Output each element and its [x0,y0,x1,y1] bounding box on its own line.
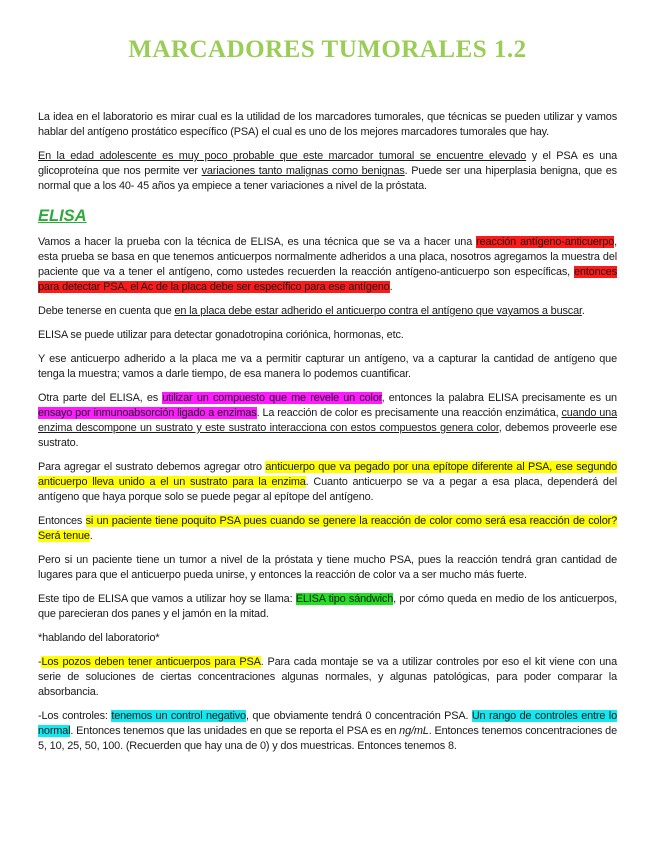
text: , esta prueba se basa en que tenemos anticuerpos normalmente adheridos a una placa, nosotros agregamos la muestra del paciente que va a tener el antígeno, como ustedes recuerden la reacción antígeno-anticuerpo son específicas, [38,236,617,278]
highlighted-text: anticuerpo que va pegado por una epítope diferente al PSA, ese segundo anticuerpo lleva unido a el un sustrato para la enzima [38,461,617,488]
text: . [89,530,93,542]
text: Otra parte del ELISA, es [38,392,163,404]
text: , por cómo queda en medio de los anticuerpos, que parecieran dos panes y el jamón en la mitad. [38,593,618,620]
underlined-text: cuando una enzima descompone un sustrato y este sustrato interacciona con estos compuestos genera color [38,407,617,434]
underlined-text: en la placa debe estar adherido el anticuerpo contra el antígeno que vayamos a buscar [174,305,582,317]
paragraph-uses: ELISA se puede utilizar para detectar gonadotropina coriónica, hormonas, etc. [38,329,404,341]
text: . [389,281,393,293]
text: Debe tenerse en cuenta que [38,305,175,317]
paragraph-low-psa [38,514,617,544]
text: -Los controles: [38,710,112,722]
text: . Cuanto anticuerpo se va a pegar a esa placa, dependerá del antígeno que haya porque solo se puede pegar al epítope del antígeno. [38,476,617,503]
text: , debemos proveerle ese sustrato. [38,422,618,449]
text: - [38,656,42,668]
text: . Puede ser una hiperplasia benigna, que es normal que a los 40- 45 años ya empiece a tener variaciones a nivel de la próstata. [38,165,617,192]
paragraph-high-psa: Pero si un paciente tiene un tumor a nivel de la próstata y tiene mucho PSA, pues la reacción tendrá gran cantidad de lugares para que el anticuerpo pueda unirse, y entonces la reacción de color va a ser mucho más fuerte. [38,554,617,581]
text: , entonces la palabra ELISA precisamente es un [381,392,617,404]
highlighted-text: Los pozos deben tener anticuerpos para PSA [41,656,261,668]
paragraph-plate [38,304,617,319]
highlighted-text: entonces para detectar PSA, el Ac de la placa debe ser específico para ese antígeno [38,266,617,293]
paragraph-capture: Y ese anticuerpo adherido a la placa me va a permitir capturar un antígeno, va a capturar la cantidad de antígeno que tenga la muestra; vamos a darle tiempo, de esa manera lo podemos cuantificar. [38,353,617,380]
text: Para agregar el sustrato debemos agregar otro [38,461,266,473]
highlighted-text: si un paciente tiene poquito PSA pues cuando se genere la reacción de color como será esa reacción de color? Será tenue [38,515,617,542]
highlighted-text: ELISA tipo sándwich [295,593,394,605]
text: . La reacción de color es precisamente una reacción enzimática, [256,407,562,419]
text: . Entonces tenemos concentraciones de 5, 10, 25, 50, 100. (Recuerden que hay una de 0) y dos muestricas. Entonces tenemos 8. [38,725,617,752]
paragraph-substrate [38,460,617,505]
text: . [581,305,585,317]
paragraph-controls [38,709,617,754]
paragraph-wells [38,655,617,700]
underlined-text: variaciones tanto malignas como benignas [201,165,405,177]
highlighted-text: tenemos un control negativo [111,710,246,722]
paragraph-lab-note: *hablando del laboratorio* [38,632,160,644]
text: . Entonces tenemos que las unidades en que se reporta el PSA es en [70,725,400,737]
highlighted-text: ensayo por inmunoabsorción ligado a enzimas [38,407,257,419]
text: , que obviamente tendrá 0 concentración PSA. [245,710,472,722]
document-title: MARCADORES TUMORALES 1.2 [128,36,527,63]
heading-elisa: ELISA [38,207,87,225]
text: Vamos a hacer la prueba con la técnica de ELISA, es una técnica que se va a hacer una [38,236,477,248]
highlighted-text: Un rango de controles entre lo normal [38,710,617,737]
highlighted-text: utilizar un compuesto que me revele un color [162,392,382,404]
underlined-text: En la edad adolescente es muy poco probable que este marcador tumoral se encuentre elevado [38,150,527,162]
text: Entonces [38,515,86,527]
unit-text: ng/mL [399,725,429,737]
paragraph-elisa-technique [38,235,617,295]
highlighted-text: reacción antígeno-anticuerpo [476,236,615,248]
paragraph-intro: La idea en el laboratorio es mirar cual es la utilidad de los marcadores tumorales, que técnicas se pueden utilizar y vamos hablar del antígeno prostático específico (PSA) el cual es uno de los mejores marcadores tumorales que hay. [38,111,617,138]
paragraph-psa [38,149,617,194]
paragraph-sandwich [38,592,617,622]
text: . Para cada montaje se va a utilizar controles por eso el kit viene con una serie de soluciones de ciertas concentraciones algunas normales, y algunas patológicas, para poder comparar la absorbancia. [38,656,617,698]
paragraph-color [38,391,617,451]
text: y el PSA es una glicoproteína que nos permite ver [38,150,618,177]
text: Este tipo de ELISA que vamos a utilizar hoy se llama: [38,593,296,605]
